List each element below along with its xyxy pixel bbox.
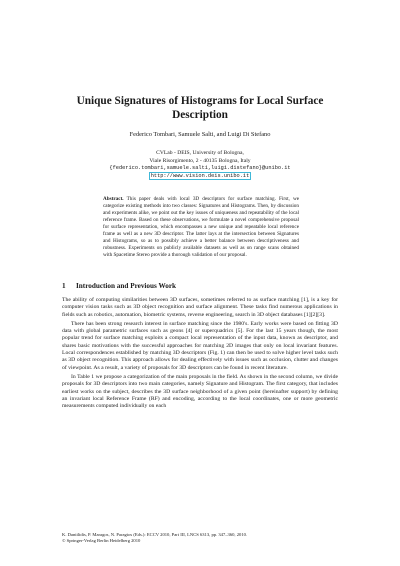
- paragraph-2: There has been strong research interest in surface matching since the 1980's. Early works were based on fitting 3D data with global parametric surfaces such as geons [4] or superquadrics [5]. For the last 15 years though, the most popular trend for surface matching exploits a compact local representation of the input data, known as descriptor, and shares basic motivations with the successful approaches for matching 2D images that only on local invariant features. Local correspondences established by matching 3D descriptors (Fig. 1) can then be used to solve higher level tasks such as 3D object recognition. This approach allows for dealing effectively with issues such as occlusion, clutter and changes of viewpoint. As a result, a variety of proposals for 3D descriptors can be found in recent literature.: [62, 320, 338, 371]
- affiliation-line-1: CVLab - DEIS, University of Bologna,: [156, 150, 244, 156]
- affiliation: [40, 150, 360, 180]
- affiliation-line-2: Viale Risorgimento, 2 - 40135 Bologna, Italy: [149, 157, 251, 164]
- section-heading: [62, 282, 176, 290]
- abstract-text: This paper deals with local 3D descriptors for surface matching. First, we categorize existing methods into two classes: Signatures and Histograms. Then, by discussion and experiments alike, we point out the key issues of uniqueness and repeatability of the local reference frame. Based on these observations, we formulate a novel comprehensive proposal for surface representation, which encompasses a new unique and repeatable local reference frame as well as a new 3D descriptor. The latter lays at the intersection between Signatures and Histograms, so as to possibly achieve a better balance between descriptiveness and robustness. Experiments on publicly available datasets as well as on range scans obtained with Spacetime Stereo provide a thorough validation of our proposal.: [103, 196, 300, 258]
- abstract: [103, 196, 299, 259]
- section-title: Introduction and Previous Work: [76, 282, 177, 290]
- paragraph-3: In Table 1 we propose a categorization of the main proposals in the field. As shown in the second column, we divide proposals for 3D descriptors into two main categories, namely Signature and Histogram. The first category, that includes earliest works on the subject, describes the 3D surface neighborhood of a given point (hereinafter support) by defining an invariant local Reference Frame (RF) and encoding, according to the local coordinates, one or more geometric measurements computed individually on each: [62, 373, 338, 410]
- paper-title: Unique Signatures of Histograms for Local Surface Description: [76, 95, 324, 121]
- section-body: [62, 297, 338, 412]
- abstract-label: Abstract.: [103, 196, 124, 202]
- author-emails: {federico.tombari,samuele.salti,luigi.distefano}@unibo.it: [109, 165, 291, 172]
- authors: Federico Tombari, Samuele Salti, and Luigi Di Stefano: [129, 131, 271, 138]
- copyright-footer: [62, 532, 338, 544]
- section-number: 1: [62, 282, 66, 290]
- lab-url-link[interactable]: http://www.vision.deis.unibo.it: [150, 172, 250, 179]
- footer-citation: K. Daniilidis, P. Maragos, N. Paragios (Eds.): ECCV 2010, Part III, LNCS 6313, pp. 347–360, 2010.: [62, 532, 248, 537]
- paragraph-1: The ability of computing similarities between 3D surfaces, sometimes referred to as surface matching [1], is a key for computer vision tasks such as 3D object recognition and surface alignment. These tasks find numerous applications in fields such as robotics, automation, biometric systems, reverse engineering, search in 3D object databases [1][2][3].: [62, 297, 338, 318]
- footer-copyright: © Springer-Verlag Berlin Heidelberg 2010: [62, 538, 141, 543]
